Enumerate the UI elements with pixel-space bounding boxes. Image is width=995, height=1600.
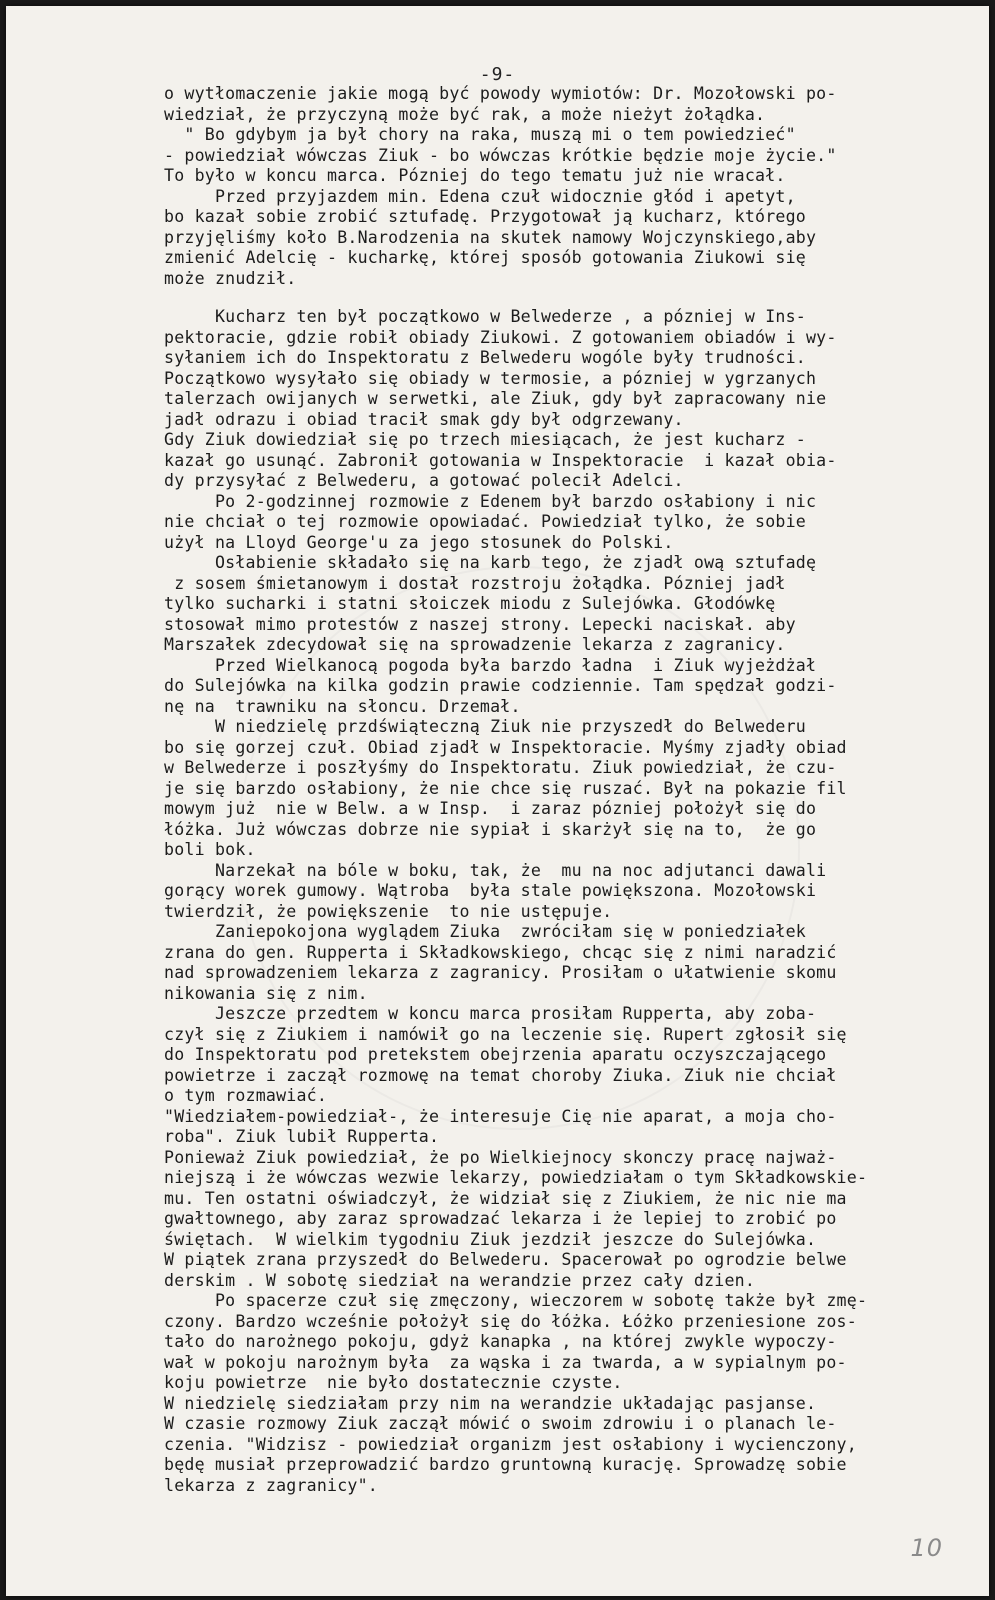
page-number: -9- [479, 64, 516, 85]
text-line: Kucharz ten był początkowo w Belwederze , a pózniej w Ins- [164, 307, 806, 326]
text-line: bo kazał sobie zrobić sztufadę. Przygotował ją kucharz, którego [164, 207, 806, 226]
text-line: - powiedział wówczas Ziuk - bo wówczas krótkie będzie moje życie." [164, 145, 837, 165]
text-line: wał w pokoju narożnym była za wąska i za twarda, a w sypialnym po- [164, 1352, 847, 1372]
text-line: Narzekał na bóle w boku, tak, że mu na noc adjutanci dawali [164, 860, 827, 880]
text-line: Przed Wielkanocą pogoda była barzdo ładna i Ziuk wyjeżdżał [164, 655, 817, 675]
text-line: mu. Ten ostatni oświadczył, że widział się z Ziukiem, że nic nie ma [164, 1188, 847, 1208]
text-line: Po 2-godzinnej rozmowie z Edenem był barzdo osłabiony i nic [164, 491, 817, 511]
text-line: mowym już nie w Belw. a w Insp. i zaraz pózniej położył się do [164, 799, 817, 818]
text-line: Zaniepokojona wyglądem Ziuka zwróciłam się w poniedziałek [164, 922, 806, 941]
text-line: pektoracie, gdzie robił obiady Ziukowi. Z gotowaniem obiadów i wy- [164, 327, 837, 347]
text-line: Po spacerze czuł się zmęczony, wieczorem w sobotę także był zmę- [164, 1291, 868, 1310]
text-line: nie chciał o tej rozmowie opowiadać. Powiedział tylko, że sobie [164, 512, 806, 531]
text-line: To było w koncu marca. Pózniej do tego tematu już nie wracał. [164, 166, 786, 185]
text-line: tało do narożnego pokoju, gdyż kanapka , na której zwykle wypoczy- [164, 1332, 837, 1351]
text-line: boli bok. [164, 840, 256, 859]
text-line: twierdził, że powiększenie to nie ustępuje. [164, 901, 613, 921]
text-line: talerzach owijanych w serwetki, ale Ziuk, gdy był zapracowany nie [164, 389, 827, 408]
text-line: Gdy Ziuk dowiedział się po trzech miesiącach, że jest kucharz - [164, 430, 806, 449]
text-line: dy przysyłać z Belwederu, a gotować polecił Adelci. [164, 471, 684, 490]
text-line: W niedzielę siedziałam przy nim na werandzie układając pasjanse. [164, 1393, 817, 1413]
text-line: roba". Ziuk lubił Rupperta. [164, 1127, 440, 1146]
text-line: nikowania się z nim. [164, 983, 368, 1003]
text-line: derskim . W sobotę siedział na werandzie przez cały dzien. [164, 1270, 756, 1290]
typewritten-text [164, 84, 954, 1496]
archive-page-number: 10 [910, 1534, 943, 1562]
text-line: syłaniem ich do Inspektoratu z Belwederu wogóle były trudności. [164, 348, 806, 367]
text-line: do Sulejówka na kilka godzin prawie codziennie. Tam spędzał godzi- [164, 676, 837, 695]
text-line: zrana do gen. Rupperta i Składkowskiego, chcąc się z nimi naradzić [164, 942, 837, 962]
text-line: powietrze i zaczął rozmowę na temat choroby Ziuka. Ziuk nie chciał [164, 1065, 837, 1085]
text-line: W czasie rozmowy Ziuk zaczął mówić o swoim zdrowiu i o planach le- [164, 1414, 837, 1433]
text-line: łóżka. Już wówczas dobrze nie sypiał i skarżył się na to, że go [164, 819, 817, 839]
paragraph-gap [164, 289, 954, 307]
text-line: Jeszcze przedtem w koncu marca prosiłam Rupperta, aby zoba- [164, 1004, 817, 1023]
text-line: niejszą i że wówczas wezwie lekarzy, powiedziałam o tym Składkowskie- [164, 1168, 868, 1187]
text-line: nad sprowadzeniem lekarza z zagranicy. Prosiłam o ułatwienie skomu [164, 963, 837, 982]
text-line: W niedzielę przdświąteczną Ziuk nie przyszedł do Belwederu [164, 717, 806, 736]
text-line: koju powietrze nie było dostatecznie czyste. [164, 1373, 623, 1392]
text-line: będę musiał przeprowadzić bardzo gruntowną kurację. Sprowadzę sobie [164, 1455, 847, 1474]
text-line: "Wiedziałem-powiedział-, że interesuje Cię nie aparat, a moja cho- [164, 1106, 837, 1126]
text-line: W piątek zrana przyszedł do Belwederu. Spacerował po ogrodzie belwe [164, 1250, 847, 1269]
text-line: świętach. W wielkim tygodniu Ziuk jezdził jeszcze do Sulejówka. [164, 1229, 817, 1249]
text-line: gorący worek gumowy. Wątroba była stale powiększona. Mozołowski [164, 881, 817, 900]
text-line: Początkowo wysyłało się obiady w termosie, a pózniej w ygrzanych [164, 368, 817, 388]
text-line: do Inspektoratu pod pretekstem obejrzenia aparatu oczyszczającego [164, 1045, 827, 1064]
text-line: o wytłomaczenie jakie mogą być powody wymiotów: Dr. Mozołowski po- [164, 84, 837, 103]
text-line: gwałtownego, aby zaraz sprowadzać lekarza i że lepiej to zrobić po [164, 1209, 837, 1228]
text-line: Ponieważ Ziuk powiedział, że po Wielkiejnocy skonczy pracę najważ- [164, 1147, 837, 1167]
text-line: stosował mimo protestów z naszej strony. Lepecki naciskał. aby [164, 614, 796, 634]
text-line: wiedział, że przyczyną może być rak, a może nieżyt żołądka. [164, 104, 766, 124]
typewritten-page [6, 6, 989, 1596]
text-line: nę na trawniku na słoncu. Drzemał. [164, 696, 521, 716]
text-line: czył się z Ziukiem i namówił go na leczenie się. Rupert zgłosił się [164, 1024, 847, 1044]
text-line: Osłabienie składało się na karb tego, że zjadł ową sztufadę [164, 553, 817, 572]
text-line: może znudził. [164, 268, 297, 288]
text-line: zmienić Adelcię - kucharkę, której sposób gotowania Ziukowi się [164, 248, 806, 267]
text-line: lekarza z zagranicy". [164, 1475, 378, 1495]
text-line: czony. Bardzo wcześnie położył się do łóżka. Łóżko przeniesione zos- [164, 1311, 857, 1331]
text-line: o tym rozmawiać. [164, 1086, 328, 1105]
text-line: czenia. "Widzisz - powiedział organizm jest osłabiony i wycienczony, [164, 1434, 857, 1454]
text-line: przyjęliśmy koło B.Narodzenia na skutek namowy Wojczynskiego,aby [164, 227, 817, 247]
text-line: jadł odrazu i obiad tracił smak gdy był odgrzewany. [164, 409, 684, 429]
text-line: bo się gorzej czuł. Obiad zjadł w Inspektoracie. Myśmy zjadły obiad [164, 737, 847, 757]
text-line: je się barzdo osłabiony, że nie chce się ruszać. Był na pokazie fil [164, 778, 847, 798]
text-line: Marszałek zdecydował się na sprowadzenie lekarza z zagranicy. [164, 635, 786, 654]
text-line: Przed przyjazdem min. Edena czuł widocznie głód i apetyt, [164, 186, 796, 206]
text-line: " Bo gdybym ja był chory na raka, muszą mi o tem powiedzieć" [164, 125, 796, 144]
text-line: kazał go usunąć. Zabronił gotowania w Inspektoracie i kazał obia- [164, 450, 837, 470]
text-line: z sosem śmietanowym i dostał rozstroju żołądka. Pózniej jadł [164, 573, 786, 593]
text-line: w Belwederze i poszłyśmy do Inspektoratu. Ziuk powiedział, że czu- [164, 758, 837, 777]
text-line: tylko sucharki i statni słoiczek miodu z Sulejówka. Głodówkę [164, 594, 776, 613]
text-line: użył na Lloyd George'u za jego stosunek do Polski. [164, 532, 674, 552]
